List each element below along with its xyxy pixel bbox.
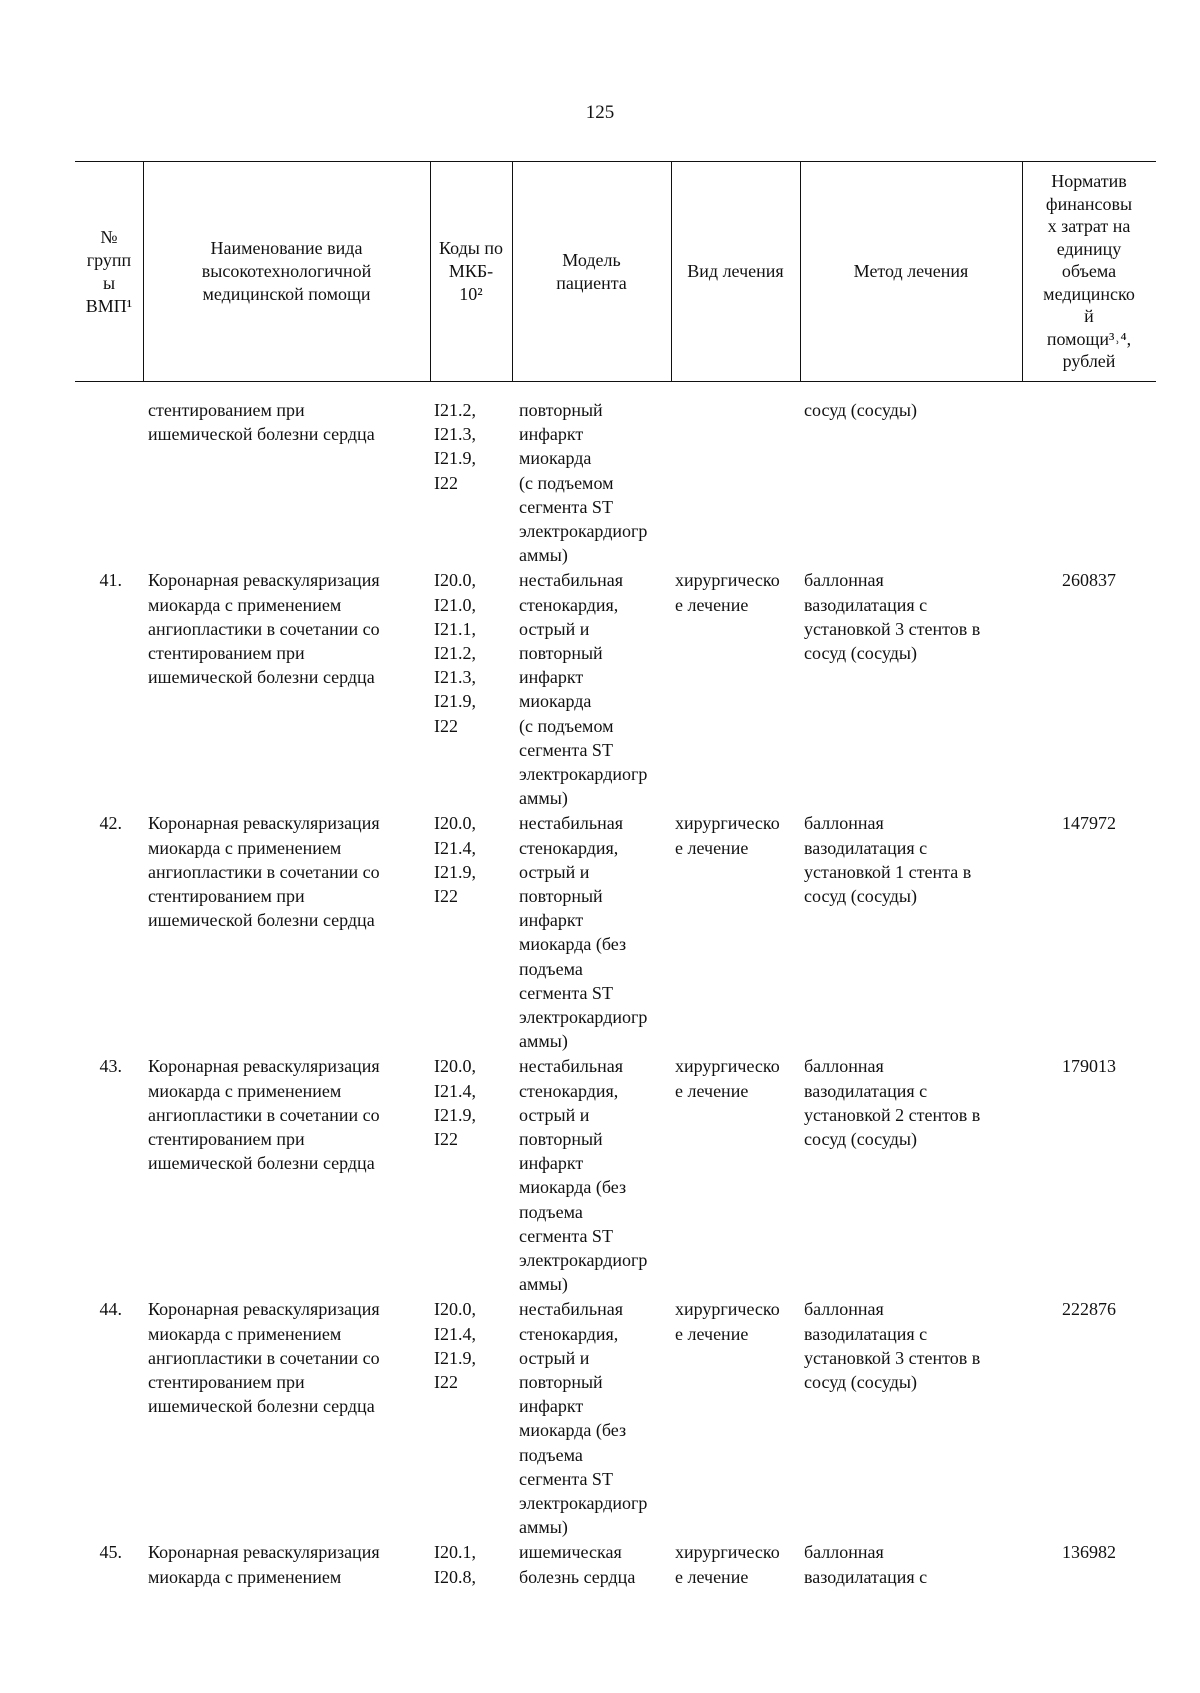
header-line: МКБ-	[448, 261, 494, 281]
row-icd-codes: I21.2, I21.3, I21.9, I22	[434, 400, 476, 493]
row-treatment-type: хирургическо е лечение	[675, 1056, 780, 1101]
table-row	[0, 1054, 1200, 1297]
header-line: единицу	[1056, 238, 1122, 259]
row-patient-model: нестабильная стенокардия, острый и повторный инфаркт миокарда (без подъема сегмента ST электрокардиогр аммы)	[519, 813, 648, 1052]
header-line: Наименование вида	[210, 238, 363, 258]
row-cost: 260837	[1062, 570, 1116, 591]
header-line: финансовы	[1045, 193, 1133, 214]
row-patient-model: нестабильная стенокардия, острый и повторный инфаркт миокарда (без подъема сегмента ST электрокардиогр аммы)	[519, 1299, 648, 1538]
table-row	[0, 811, 1200, 1054]
header-col-cost-standard	[1022, 162, 1156, 381]
row-patient-model: повторный инфаркт миокарда (с подъемом сегмента ST электрокардиогр аммы)	[519, 400, 648, 566]
row-care-type: стентированием при ишемической болезни сердца	[148, 400, 375, 445]
header-line: Коды по	[439, 238, 503, 258]
header-line: медицинской помощи	[202, 284, 371, 304]
row-icd-codes: I20.1, I20.8,	[434, 1542, 476, 1587]
header-line: й	[1084, 306, 1094, 327]
row-patient-model: нестабильная стенокардия, острый и повторный инфаркт миокарда (без подъема сегмента ST электрокардиогр аммы)	[519, 1056, 648, 1295]
header-col-group-number	[75, 162, 143, 381]
row-treatment-method: баллонная вазодилатация с установкой 3 стентов в сосуд (сосуды)	[804, 570, 981, 663]
header-line: ы	[102, 272, 116, 293]
header-line: рублей	[1062, 351, 1116, 372]
row-treatment-method: баллонная вазодилатация с	[804, 1542, 928, 1587]
row-treatment-method: сосуд (сосуды)	[804, 400, 918, 420]
header-col-icd-codes	[430, 162, 512, 381]
row-treatment-method: баллонная вазодилатация с установкой 1 стента в сосуд (сосуды)	[804, 813, 972, 906]
header-line: Норматив	[1051, 171, 1127, 192]
header-line: пациента	[556, 272, 627, 293]
row-group-number: 42.	[99, 813, 122, 834]
row-icd-codes: I20.0, I21.4, I21.9, I22	[434, 813, 476, 906]
table-header	[75, 161, 1156, 382]
page-number: 125	[585, 102, 615, 123]
row-care-type: Коронарная реваскуляризация миокарда с применением ангиопластики в сочетании со стентированием при ишемической болезни сердца	[148, 570, 380, 688]
row-icd-codes: I20.0, I21.0, I21.1, I21.2, I21.3, I21.9, I22	[434, 570, 476, 736]
header-line: помощи³˒⁴,	[1046, 328, 1132, 349]
header-col-treatment-type	[671, 162, 800, 381]
header-line: ВМП¹	[85, 295, 133, 316]
header-col-treatment-method	[800, 162, 1022, 381]
row-patient-model: ишемическая болезнь сердца	[519, 1542, 636, 1587]
header-col-care-type	[143, 162, 430, 381]
row-care-type: Коронарная реваскуляризация миокарда с применением ангиопластики в сочетании со стентированием при ишемической болезни сердца	[148, 813, 380, 931]
row-treatment-method: баллонная вазодилатация с установкой 2 стентов в сосуд (сосуды)	[804, 1056, 981, 1149]
row-group-number: 44.	[99, 1299, 122, 1320]
row-treatment-method: баллонная вазодилатация с установкой 3 стентов в сосуд (сосуды)	[804, 1299, 981, 1392]
header-line: медицинско	[1043, 283, 1135, 304]
table-row	[0, 1540, 1200, 1589]
row-icd-codes: I20.0, I21.4, I21.9, I22	[434, 1056, 476, 1149]
row-group-number: 43.	[99, 1056, 122, 1077]
header-line: объема	[1061, 261, 1117, 282]
row-cost: 136982	[1062, 1542, 1116, 1563]
row-care-type: Коронарная реваскуляризация миокарда с применением ангиопластики в сочетании со стентированием при ишемической болезни сердца	[148, 1299, 380, 1417]
header-col-patient-model	[512, 162, 671, 381]
header-line: групп	[86, 249, 132, 270]
table-body	[0, 398, 1200, 1590]
header-line: №	[100, 226, 118, 247]
table-row	[0, 568, 1200, 811]
header-line: Вид лечения	[687, 261, 784, 281]
header-line: высокотехнологичной	[201, 261, 372, 281]
header-line: х затрат на	[1047, 216, 1131, 237]
row-icd-codes: I20.0, I21.4, I21.9, I22	[434, 1299, 476, 1392]
table-row	[0, 1297, 1200, 1540]
header-line: Метод лечения	[853, 261, 969, 281]
row-treatment-type: хирургическо е лечение	[675, 570, 780, 615]
row-treatment-type: хирургическо е лечение	[675, 813, 780, 858]
header-line: 10²	[459, 284, 483, 304]
row-cost: 179013	[1062, 1056, 1116, 1077]
row-cost: 222876	[1062, 1299, 1116, 1320]
table-row	[0, 398, 1200, 568]
row-group-number: 45.	[99, 1542, 122, 1563]
row-care-type: Коронарная реваскуляризация миокарда с применением	[148, 1542, 380, 1587]
row-group-number: 41.	[99, 570, 122, 591]
row-treatment-type: хирургическо е лечение	[675, 1542, 780, 1587]
header-line: Модель	[562, 249, 621, 270]
row-treatment-type: хирургическо е лечение	[675, 1299, 780, 1344]
row-care-type: Коронарная реваскуляризация миокарда с применением ангиопластики в сочетании со стентированием при ишемической болезни сердца	[148, 1056, 380, 1174]
row-patient-model: нестабильная стенокардия, острый и повторный инфаркт миокарда (с подъемом сегмента ST электрокардиогр аммы)	[519, 570, 648, 809]
row-cost: 147972	[1062, 813, 1116, 834]
